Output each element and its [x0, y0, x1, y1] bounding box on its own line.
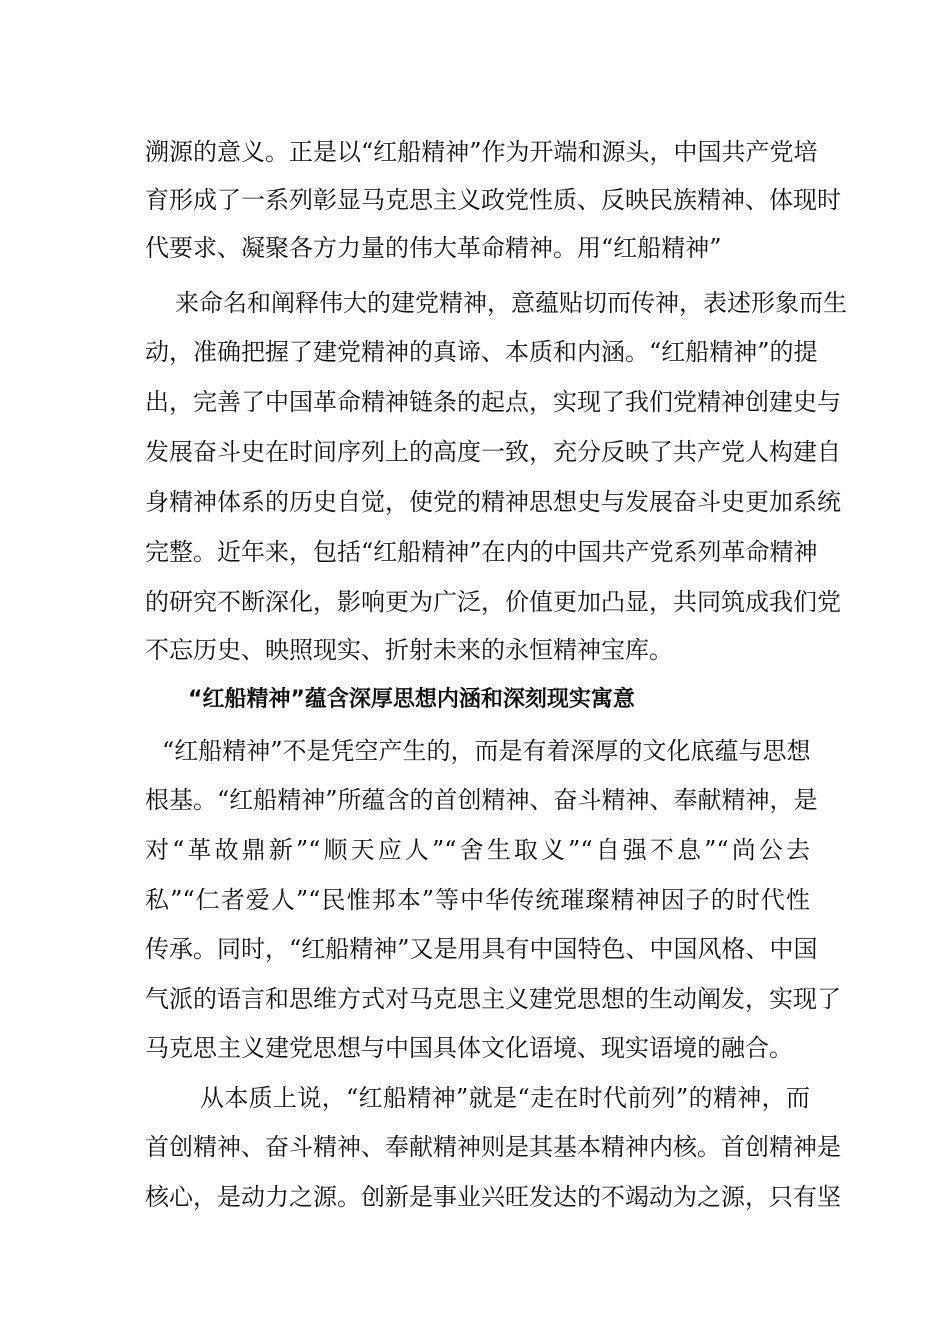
- text-line: 气派的语言和思维方式对马克思主义建党思想的生动阐发，实现了: [145, 985, 841, 1013]
- text-line: 马克思主义建党思想与中国具体文化语境、现实语境的融合。: [145, 1034, 793, 1062]
- text-line: 完整。近年来，包括“红船精神”在内的中国共产党系列革命精神: [145, 538, 818, 566]
- text-line: 私”“仁者爱人”“民惟邦本”等中华传统璀璨精神因子的时代性: [145, 886, 810, 914]
- text-line: 核心，是动力之源。创新是事业兴旺发达的不竭动为之源，只有坚: [145, 1183, 841, 1211]
- text-line: “红船精神”不是凭空产生的，而是有着深厚的文化底蕴与思想: [162, 737, 811, 765]
- text-line: 根基。“红船精神”所蕴含的首创精神、奋斗精神、奉献精神，是: [145, 786, 818, 814]
- text-line: 溯源的意义。正是以“红船精神”作为开端和源头，中国共产党培: [145, 138, 818, 166]
- text-line: 传承。同时，“红船精神”又是用具有中国特色、中国风格、中国: [145, 935, 818, 963]
- text-line: 从本质上说，“红船精神”就是“走在时代前列”的精神，而: [200, 1084, 810, 1112]
- text-line: 对“革故鼎新”“顺天应人”“舍生取义”“自强不息”“尚公去: [145, 836, 810, 864]
- text-line: 动，准确把握了建党精神的真谛、本质和内涵。“红船精神”的提: [145, 338, 818, 366]
- text-line: 的研究不断深化，影响更为广泛，价值更加凸显，共同筑成我们党: [145, 588, 841, 616]
- text-line: 身精神体系的历史自觉，使党的精神思想史与发展奋斗史更加系统: [145, 488, 841, 516]
- section-heading: “红船精神”蕴含深厚思想内涵和深刻现实寓意: [188, 687, 635, 712]
- text-line: 发展奋斗史在时间序列上的高度一致，充分反映了共产党人构建自: [145, 438, 841, 466]
- text-line: 首创精神、奋斗精神、奉献精神则是其基本精神内核。首创精神是: [145, 1133, 841, 1161]
- text-line: 代要求、凝聚各方力量的伟大革命精神。用“红船精神”: [145, 234, 722, 262]
- text-line: 来命名和阐释伟大的建党精神，意蕴贴切而传神，表述形象而生: [175, 289, 847, 317]
- text-line: 不忘历史、映照现实、折射未来的永恒精神宝库。: [145, 636, 673, 664]
- text-line: 出，完善了中国革命精神链条的起点，实现了我们党精神创建史与: [145, 388, 841, 416]
- text-line: 育形成了一系列彰显马克思主义政党性质、反映民族精神、体现时: [145, 186, 841, 214]
